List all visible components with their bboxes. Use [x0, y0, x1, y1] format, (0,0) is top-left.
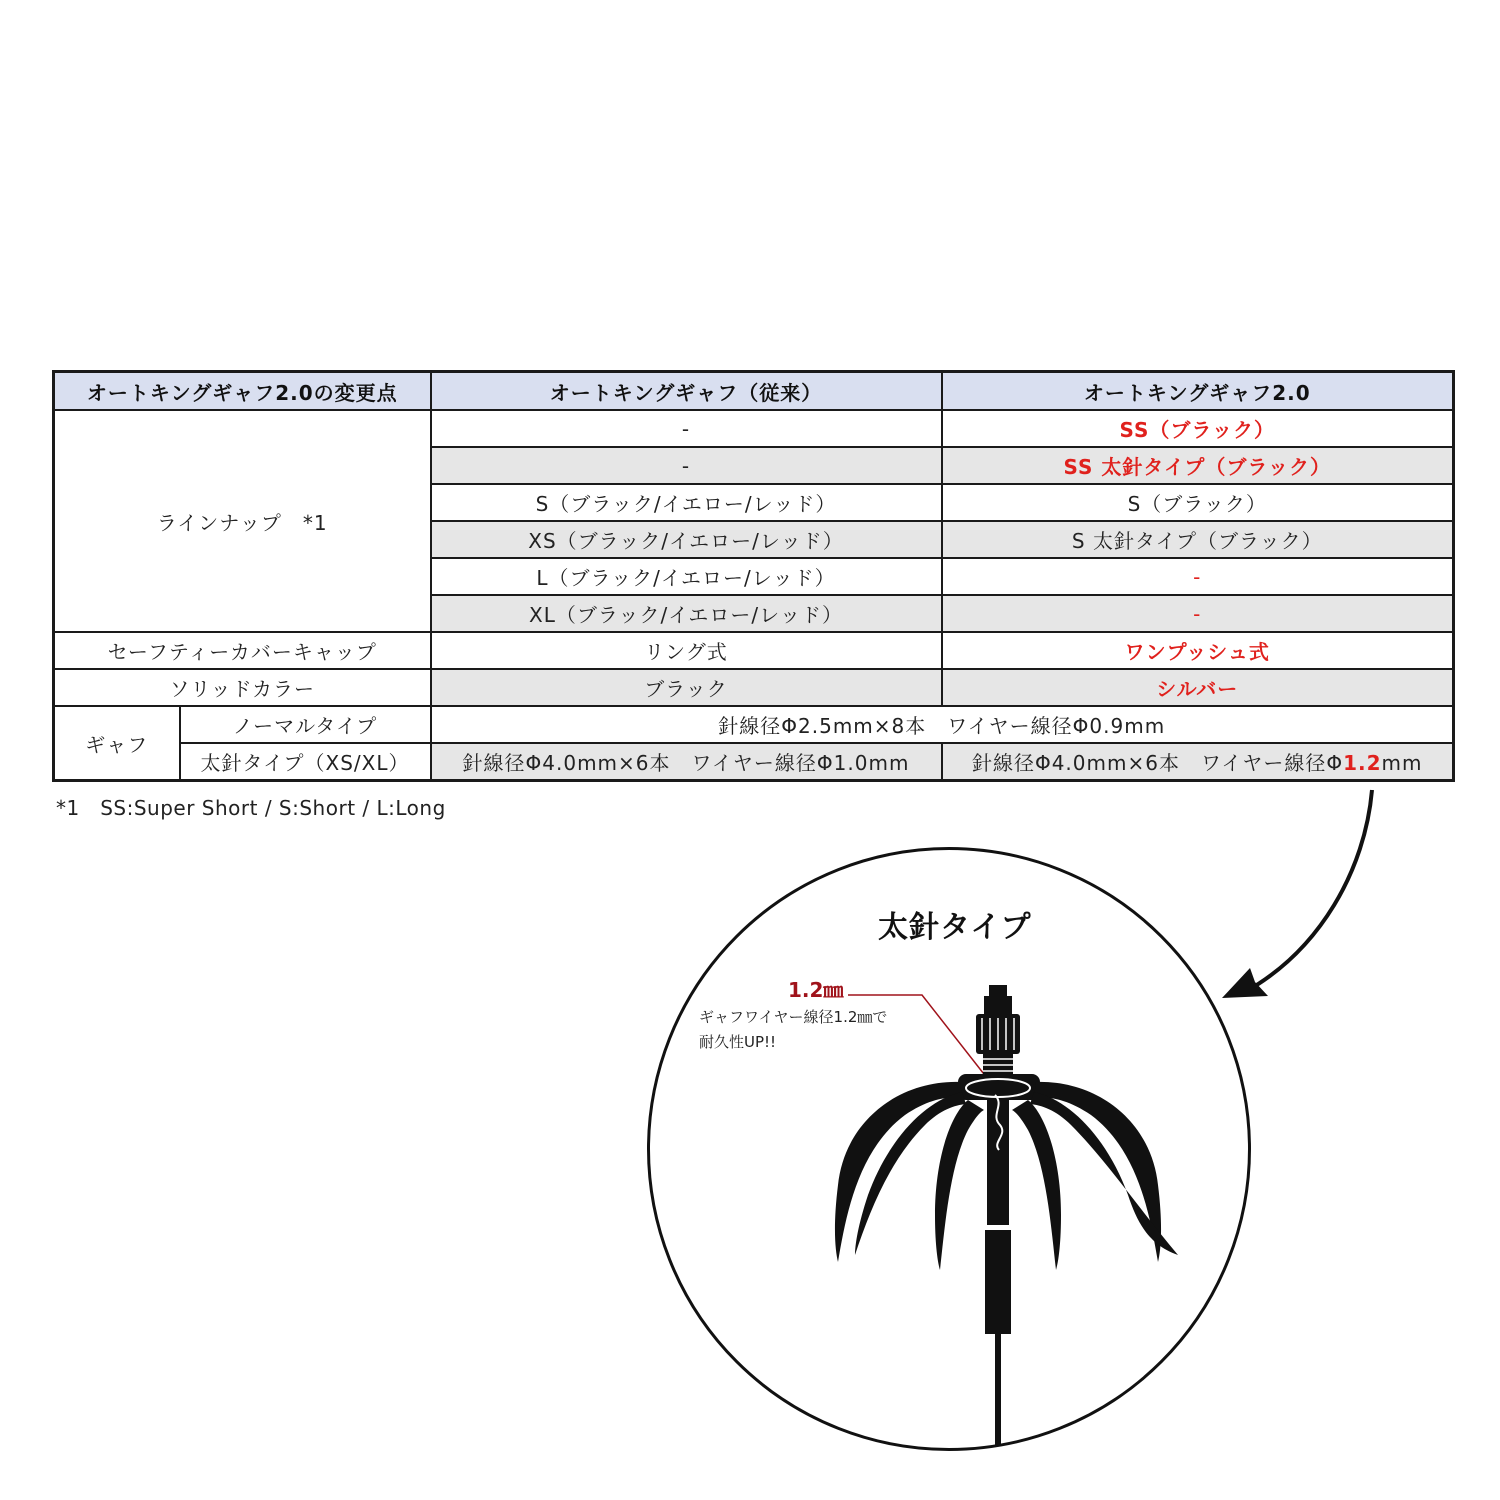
gaff-thick-label: 太針タイプ（XS/XL） [180, 743, 431, 781]
lineup-old-cell: S（ブラック/イエロー/レッド） [431, 484, 942, 521]
lineup-new-cell: - [942, 595, 1454, 632]
header-old-model: オートキングギャフ（従来） [431, 372, 942, 411]
header-changes: オートキングギャフ2.0の変更点 [54, 372, 431, 411]
lineup-new-cell: - [942, 558, 1454, 595]
gaff-icon [835, 985, 1178, 1445]
gaff-thick-new-suffix: mm [1381, 751, 1423, 775]
gaff-normal-value: 針線径Φ2.5mm×8本 ワイヤー線径Φ0.9mm [431, 706, 1454, 743]
lineup-old-cell: - [431, 447, 942, 484]
lineup-label: ラインナップ *1 [54, 410, 431, 632]
color-label: ソリッドカラー [54, 669, 431, 706]
lineup-new-cell: S（ブラック） [942, 484, 1454, 521]
color-old-cell: ブラック [431, 669, 942, 706]
color-new-cell: シルバー [942, 669, 1454, 706]
cap-label: セーフティーカバーキャップ [54, 632, 431, 669]
gaff-thick-new-prefix: 針線径Φ4.0mm×6本 ワイヤー線径Φ [971, 751, 1344, 775]
cap-old-cell: リング式 [431, 632, 942, 669]
lineup-old-cell: L（ブラック/イエロー/レッド） [431, 558, 942, 595]
lineup-new-cell: S 太針タイプ（ブラック） [942, 521, 1454, 558]
pointer-arrow [1245, 790, 1372, 992]
lineup-new-cell: SS 太針タイプ（ブラック） [942, 447, 1454, 484]
lineup-old-cell: XL（ブラック/イエロー/レッド） [431, 595, 942, 632]
callout-value: 1.2㎜ [788, 978, 844, 1002]
gaff-normal-label: ノーマルタイプ [180, 706, 431, 743]
lineup-old-cell: - [431, 410, 942, 447]
gaff-thick-new-highlight: 1.2 [1343, 751, 1382, 775]
illustration-title: 太針タイプ [878, 910, 1032, 945]
cap-new-cell: ワンプッシュ式 [942, 632, 1454, 669]
header-new-model: オートキングギャフ2.0 [942, 372, 1454, 411]
callout-line1: ギャフワイヤー線径1.2㎜で [699, 1008, 888, 1026]
callout-line2: 耐久性UP!! [699, 1033, 777, 1051]
gaff-thick-old: 針線径Φ4.0mm×6本 ワイヤー線径Φ1.0mm [431, 743, 942, 781]
footnote: *1 SS:Super Short / S:Short / L:Long [56, 796, 446, 820]
gaff-label: ギャフ [54, 706, 180, 781]
lineup-new-cell: SS（ブラック） [942, 410, 1454, 447]
lineup-old-cell: XS（ブラック/イエロー/レッド） [431, 521, 942, 558]
